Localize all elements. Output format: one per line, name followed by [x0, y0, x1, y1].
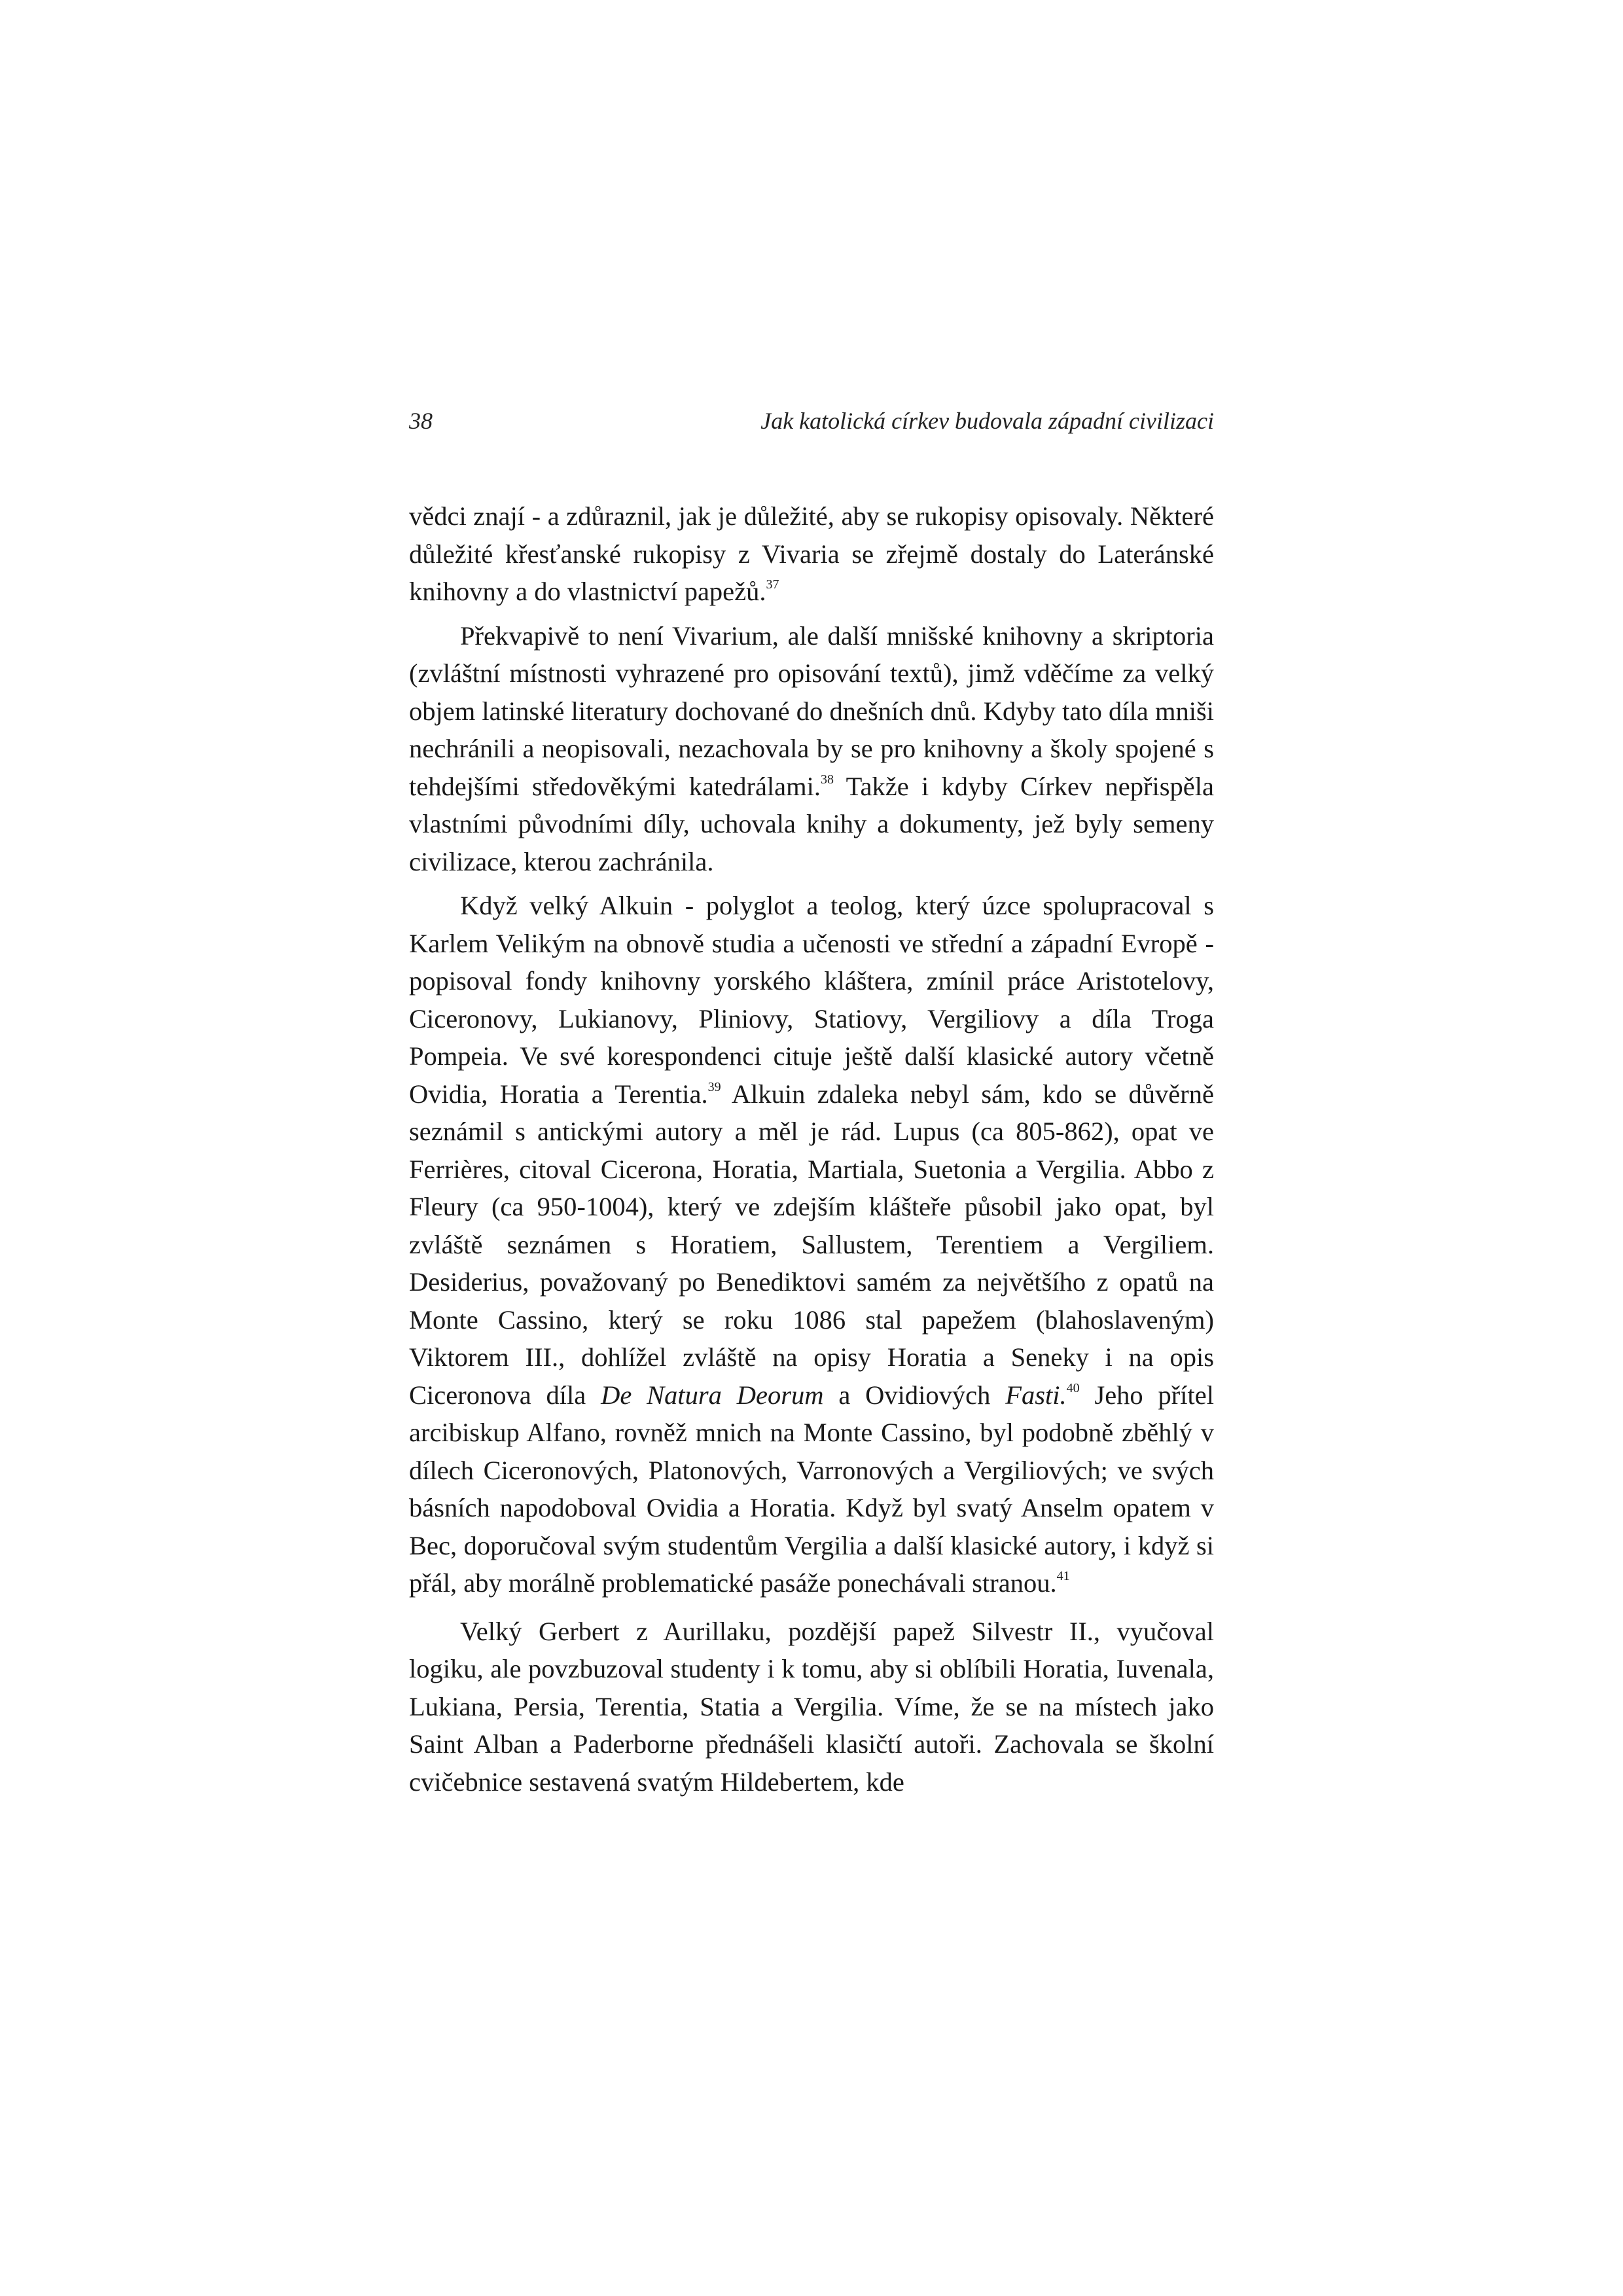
text-run: a Ovidiových: [823, 1380, 1006, 1410]
paragraph: [409, 617, 1214, 881]
footnote-marker: 38: [821, 772, 834, 787]
text-run: Překvapivě to není Vivarium, ale další mnišské knihovny a skriptoria (zvláštní místnosti vyhrazené pro opisování textů), jimž vděčíme za velký objem latinské literatury dochované do dnešních dnů. Kdyby tato díla mniši nechránili a neopisovali, nezachovala by se pro knihovny a školy spojené s tehdejšími středověkými katedrálami.: [409, 620, 1214, 801]
book-page: [409, 399, 1214, 1807]
text-run: Když velký Alkuin - polyglot a teolog, který úzce spolupracoval s Karlem Velikým na obnově studia a učenosti ve střední a západní Evropě - popisoval fondy knihovny yorského kláštera, zmínil práce Aristotelovy, Ciceronovy, Lukianovy, Pliniovy, Statiovy, Vergiliovy a díla Troga Pompeia. Ve své korespondenci cituje ještě další klasické autory včetně Ovidia, Horatia a Terentia.: [409, 891, 1214, 1109]
italic-title: Fasti.: [1005, 1380, 1067, 1410]
text-run: Velký Gerbert z Aurillaku, pozdější papež Silvestr II., vyučoval logiku, ale povzbuzoval studenty i k tomu, aby si oblíbili Horatia, Iuvenala, Lukiana, Persia, Terentia, Statia a Vergilia. Víme, že se na místech jako Saint Alban a Paderborne přednášeli klasičtí autoři. Zachovala se školní cvičebnice sestavená svatým Hildebertem, kde: [409, 1616, 1214, 1797]
paragraph: [409, 887, 1214, 1602]
text-run: Alkuin zdaleka nebyl sám, kdo se důvěrně seznámil s antickými autory a měl je rád. Lupus (ca 805-862), opat ve Ferrières, citoval Cicerona, Horatia, Martiala, Suetonia a Vergilia. Abbo z Fleury (ca 950-1004), který ve zdejším klášteře působil jako opat, byl zvláště seznámen s Horatiem, Sallustem, Terentiem a Vergiliem. Desiderius, považovaný po Benediktovi samém za největšího z opatů na Monte Cassino, který se roku 1086 stal papežem (blahoslaveným) Viktorem III., dohlížel zvláště na opisy Horatia a Seneky i na opis Ciceronova díla: [409, 1079, 1214, 1410]
text-run: Jeho přítel arcibiskup Alfano, rovněž mnich na Monte Cassino, byl podobně zběhlý v dílech Ciceronových, Platonových, Varronových a Vergiliových; ve svých básních napodoboval Ovidia a Horatia. Když byl svatý Anselm opatem v Bec, doporučoval svým studentům Vergilia a další klasické autory, i když si přál, aby morálně problematické pasáže ponechávali stranou.: [409, 1380, 1214, 1598]
footnote-marker: 41: [1056, 1569, 1070, 1583]
running-head: [409, 399, 1214, 439]
italic-title: De Natura Deorum: [601, 1380, 824, 1410]
text-run: vědci znají - a zdůraznil, jak je důležité, aby se rukopisy opisovaly. Některé důležité křesťanské rukopisy z Vivaria se zřejmě dostaly do Lateránské knihovny a do vlastnictví papežů.: [409, 501, 1214, 606]
footnote-marker: 37: [766, 577, 779, 592]
paragraph: [409, 1613, 1214, 1801]
text-run: Takže i kdyby Církev nepřispěla vlastními původními díly, uchovala knihy a dokumenty, jež byly semeny civilizace, kterou zachránila.: [409, 771, 1214, 876]
running-title: Jak katolická církev budovala západní civilizaci: [760, 408, 1214, 434]
body-text: [409, 497, 1214, 1801]
paragraph: [409, 497, 1214, 611]
page-number: 38: [409, 408, 433, 434]
footnote-marker: 39: [707, 1079, 721, 1094]
footnote-marker: 40: [1066, 1380, 1080, 1395]
